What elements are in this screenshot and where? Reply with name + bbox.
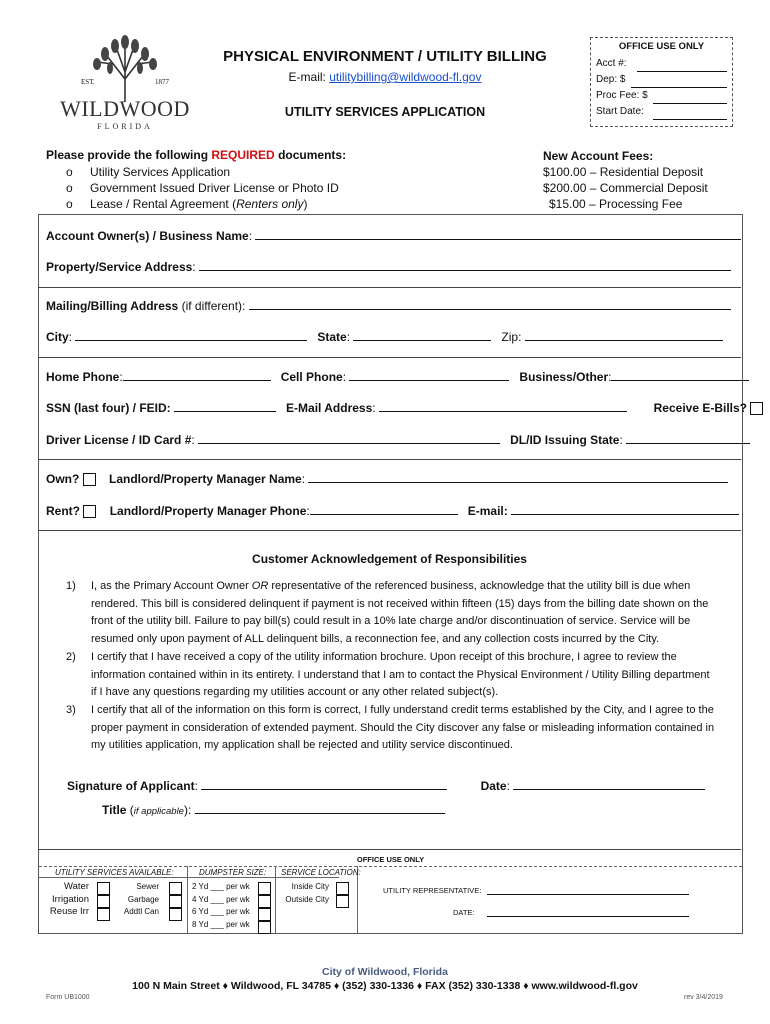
- signature-field[interactable]: [201, 777, 447, 790]
- ssn-row: SSN (last four) / FEID: E-Mail Address: Receive E-Bills?: [46, 399, 763, 415]
- list-item: o Utility Services Application: [66, 165, 231, 179]
- revision: rev 3/4/2019: [684, 994, 723, 1001]
- signature-row: Signature of Applicant: Date:: [67, 777, 705, 793]
- office-use-box: [590, 37, 733, 127]
- zip-field[interactable]: [525, 328, 723, 341]
- fee-processing: $15.00 – Processing Fee: [549, 197, 683, 211]
- rep-field[interactable]: [487, 882, 689, 895]
- office-acct: Acct #:: [596, 58, 627, 69]
- title-field[interactable]: [195, 801, 445, 814]
- dumpster-4-checkbox[interactable]: [258, 895, 271, 908]
- property-row: Property/Service Address:: [46, 258, 731, 274]
- office-start: Start Date:: [596, 106, 644, 117]
- office-use-title: OFFICE USE ONLY: [618, 41, 705, 52]
- city-row: City: State: Zip:: [46, 328, 723, 344]
- fees-block: [543, 148, 708, 212]
- dumpster-8-checkbox[interactable]: [258, 921, 271, 934]
- email-field[interactable]: [379, 399, 627, 412]
- office-dep: Dep: $: [596, 74, 626, 85]
- required-word: REQUIRED: [211, 148, 275, 162]
- logo-state: FLORIDA: [97, 122, 153, 131]
- list-item: 1) I, as the Primary Account Owner OR representative of the referenced business, acknowledge that the utility bill is due when: [66, 580, 691, 592]
- office-start-line[interactable]: [653, 107, 727, 120]
- landlord-email-field[interactable]: [511, 502, 739, 515]
- list-item: o Lease / Rental Agreement (Renters only): [66, 197, 308, 211]
- office-acct-line[interactable]: [637, 59, 727, 72]
- logo-est: EST.: [81, 78, 95, 86]
- business-phone-field[interactable]: [611, 368, 749, 381]
- tree-icon: [55, 34, 195, 104]
- fees-title: New Account Fees:: [543, 149, 654, 163]
- dl-field[interactable]: [198, 431, 500, 444]
- garbage-checkbox[interactable]: [169, 895, 182, 908]
- dl-state-field[interactable]: [626, 431, 750, 444]
- location-header: SERVICE LOCATION:: [281, 868, 361, 877]
- page-title: PHYSICAL ENVIRONMENT / UTILITY BILLING: [223, 48, 547, 65]
- divider: [38, 530, 741, 531]
- inside-city-checkbox[interactable]: [336, 882, 349, 895]
- ebills-checkbox[interactable]: [750, 402, 763, 415]
- home-phone-field[interactable]: [123, 368, 271, 381]
- date-field[interactable]: [513, 777, 705, 790]
- date-label: DATE:: [453, 908, 475, 917]
- office-dep-line[interactable]: [631, 75, 727, 88]
- required-list: [66, 164, 339, 212]
- landlord-phone-field[interactable]: [310, 502, 458, 515]
- cell-phone-field[interactable]: [349, 368, 509, 381]
- rent-checkbox[interactable]: [83, 505, 96, 518]
- fee-commercial: $200.00 – Commercial Deposit: [543, 181, 708, 195]
- owner-row: Account Owner(s) / Business Name:: [46, 227, 741, 243]
- sewer-checkbox[interactable]: [169, 882, 182, 895]
- ack-title: Customer Acknowledgement of Responsibilities: [252, 552, 527, 566]
- divider: [38, 459, 741, 460]
- irrigation-checkbox[interactable]: [97, 895, 110, 908]
- office-use-title-2: OFFICE USE ONLY: [356, 855, 425, 864]
- owner-field[interactable]: [255, 227, 741, 240]
- fee-residential: $100.00 – Residential Deposit: [543, 165, 704, 179]
- list-item: 3) I certify that all of the information on this form is correct, I fully understand credit terms established by the City, and I agree to the: [66, 703, 714, 716]
- addtl-can-checkbox[interactable]: [169, 908, 182, 921]
- list-item: 2) I certify that I have received a copy of the utility information brochure. Upon receipt of this brochure, I agree to review the: [66, 650, 677, 663]
- form-number: Form UB1000: [46, 994, 90, 1001]
- own-row: Own? Landlord/Property Manager Name:: [46, 470, 728, 486]
- office-use-bottom: OFFICE USE ONLY UTILITY SERVICES AVAILABLE: DUMPSTER SIZE: SERVICE LOCATION: Water Irrigation Reuse Irr Sewer Garbage Addtl Can 2 Yd ___ per wk 4 Yd ___ per wk 6 Yd ___ per wk 8 Yd ___ per wk Inside City Outside City UTILITY REPRESENTATIVE: DATE:: [38, 849, 743, 934]
- office-date-field[interactable]: [487, 904, 689, 917]
- landlord-name-field[interactable]: [308, 470, 728, 483]
- ssn-field[interactable]: [174, 399, 276, 412]
- logo: [55, 34, 195, 132]
- office-proc-line[interactable]: [653, 91, 727, 104]
- outside-city-checkbox[interactable]: [336, 895, 349, 908]
- logo-city: WILDWOOD: [60, 96, 190, 121]
- services-header: UTILITY SERVICES AVAILABLE:: [55, 868, 174, 877]
- email-link[interactable]: utilitybilling@wildwood-fl.gov: [329, 70, 482, 84]
- divider: [38, 287, 741, 288]
- form-subtitle: UTILITY SERVICES APPLICATION: [284, 105, 486, 119]
- city-field[interactable]: [75, 328, 307, 341]
- property-field[interactable]: [199, 258, 731, 271]
- mailing-field[interactable]: [249, 297, 731, 310]
- title-row: Title (if applicable):: [102, 801, 445, 817]
- dumpster-header: DUMPSTER SIZE:: [199, 868, 267, 877]
- required-heading: Please provide the following REQUIRED documents:: [46, 148, 347, 162]
- divider: [38, 357, 741, 358]
- footer-address: 100 N Main Street ♦ Wildwood, FL 34785 ♦ (352) 330-1336 ♦ FAX (352) 330-1338 ♦ www.wildwood-fl.gov: [132, 980, 638, 992]
- own-checkbox[interactable]: [83, 473, 96, 486]
- footer-city: City of Wildwood, Florida: [322, 966, 448, 978]
- dumpster-2-checkbox[interactable]: [258, 882, 271, 895]
- ack-text: 1) I, as the Primary Account Owner OR representative of the referenced business, acknowledge that the utility bill is due when rendered. This bill is considered delinquent if payment is not received within fifteen (15) days from the billing date shown on the front of the utility bill. Failure to pay bill(s) could result in a 10% late charge and/or discontinuation of service. Service will be resumed only upon payment of ALL delinquent bills, a reconnection fee, and any collection costs incurred by the City. 2) I certify that I have received a copy of the utility information brochure. Upon receipt of this brochure, I agree to review the information contained within in its entirety. I understand that I am to contact the Physical Environment / Utility Billing department if I have any questions regarding my utilities account or any other related subject(s). 3) I certify that all of the information on this form is correct, I fully understand credit terms established by the City, and I agree to the proper payment in consideration of extended payment. Should the City discover any false or misleading information contained in my utilities application, my application shall be rejected and utility service discontinued.: [66, 578, 726, 755]
- email-line: [200, 70, 570, 84]
- office-proc: Proc Fee: $: [596, 90, 648, 101]
- dl-row: Driver License / ID Card #: DL/ID Issuing State:: [46, 431, 750, 447]
- phone-row: Home Phone: Cell Phone: Business/Other:: [46, 368, 749, 384]
- email-label: E-mail:: [288, 70, 326, 84]
- dumpster-6-checkbox[interactable]: [258, 908, 271, 921]
- rent-row: Rent? Landlord/Property Manager Phone: E-mail:: [46, 502, 739, 518]
- water-checkbox[interactable]: [97, 882, 110, 895]
- logo-year: 1877: [155, 78, 169, 86]
- rep-label: UTILITY REPRESENTATIVE:: [383, 886, 482, 895]
- reuse-checkbox[interactable]: [97, 908, 110, 921]
- state-field[interactable]: [353, 328, 491, 341]
- form-border: [38, 214, 743, 934]
- list-item: o Government Issued Driver License or Photo ID: [66, 181, 339, 195]
- mailing-row: Mailing/Billing Address (if different):: [46, 297, 731, 313]
